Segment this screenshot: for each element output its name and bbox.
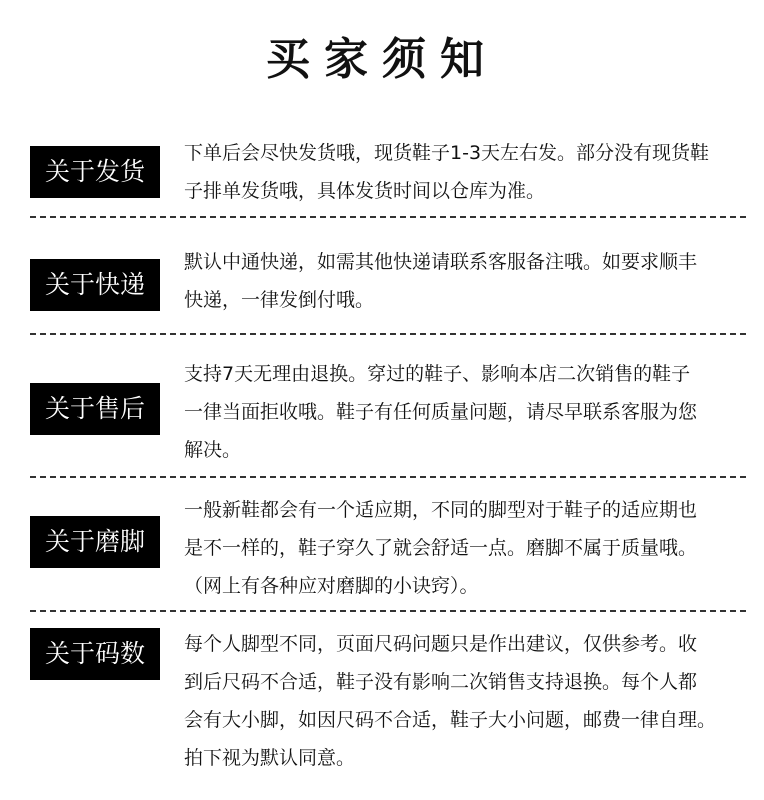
text-line: 每个人脚型不同，页面尺码问题只是作出建议，仅供参考。收 <box>184 633 698 655</box>
page-title: 买家须知 <box>266 34 498 85</box>
text-line: 支持7天无理由退换。穿过的鞋子、影响本店二次销售的鞋子 <box>184 363 691 385</box>
text-line: 解决。 <box>184 439 242 461</box>
label-courier: 关于快递 <box>30 259 160 311</box>
text-line: 到后尺码不合适，鞋子没有影响二次销售支持退换。每个人都 <box>184 671 698 693</box>
text-line: 拍下视为默认同意。 <box>184 747 356 769</box>
divider <box>30 216 746 218</box>
divider <box>30 610 746 612</box>
text-line: 一般新鞋都会有一个适应期，不同的脚型对于鞋子的适应期也 <box>184 499 698 521</box>
text-after-sales <box>184 355 752 469</box>
text-line: 是不一样的，鞋子穿久了就会舒适一点。磨脚不属于质量哦。 <box>184 537 698 559</box>
label-after-sales: 关于售后 <box>30 383 160 435</box>
divider <box>30 333 746 335</box>
text-line: 会有大小脚，如因尺码不合适，鞋子大小问题，邮费一律自理。 <box>184 709 717 731</box>
text-shipping <box>184 134 752 210</box>
text-line: 快递，一律发倒付哦。 <box>184 289 375 311</box>
text-courier <box>184 243 752 319</box>
divider <box>30 476 746 478</box>
label-shipping: 关于发货 <box>30 146 160 198</box>
label-sizing: 关于码数 <box>30 628 160 680</box>
text-sizing <box>184 625 752 777</box>
text-line: 下单后会尽快发货哦，现货鞋子1-3天左右发。部分没有现货鞋 <box>184 142 710 164</box>
label-chafing: 关于磨脚 <box>30 516 160 568</box>
text-line: 默认中通快递，如需其他快递请联系客服备注哦。如要求顺丰 <box>184 251 698 273</box>
text-line: 一律当面拒收哦。鞋子有任何质量问题，请尽早联系客服为您 <box>184 401 698 423</box>
text-line: 子排单发货哦，具体发货时间以仓库为准。 <box>184 180 546 202</box>
text-chafing <box>184 491 752 605</box>
text-line: （网上有各种应对磨脚的小诀窍）。 <box>184 575 479 597</box>
